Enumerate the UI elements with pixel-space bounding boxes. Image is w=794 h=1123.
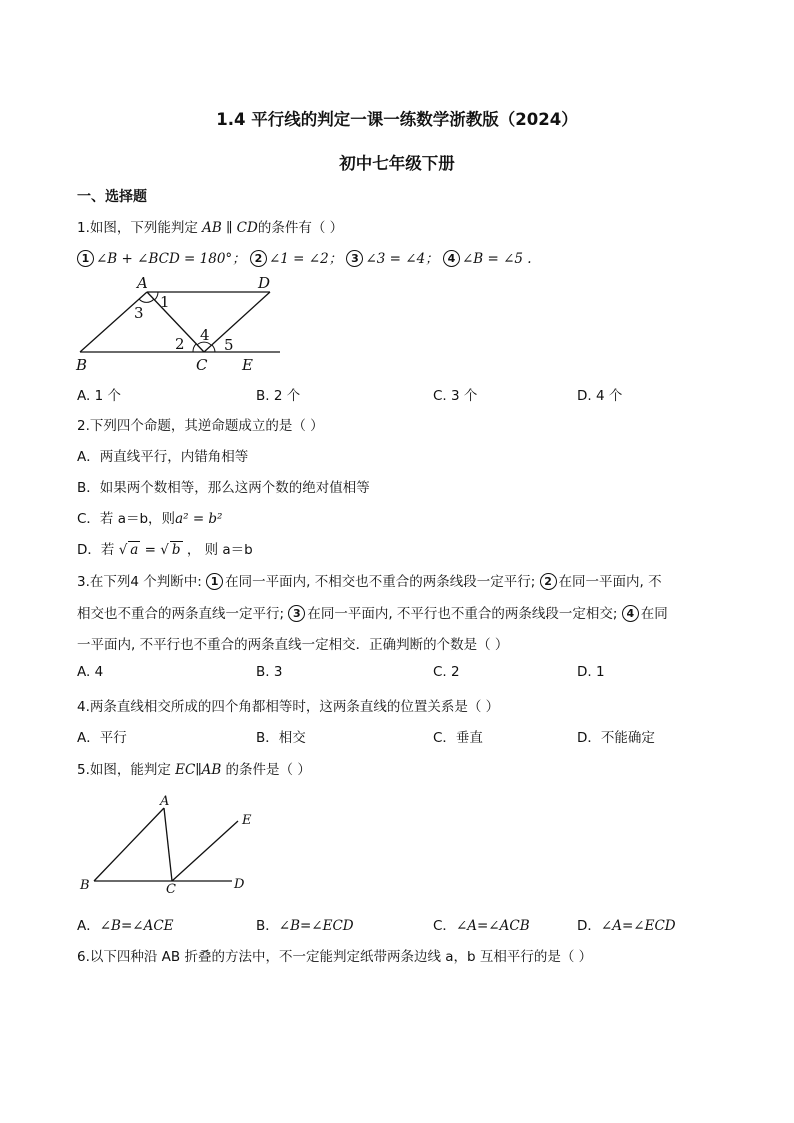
q5-stem-prefix: 5.如图，能判定 (77, 762, 176, 778)
circled-number: 3 (288, 605, 305, 622)
point-label-a: A (160, 794, 170, 809)
q1-condition-1: ∠B + ∠BCD = 180°； (96, 251, 246, 267)
q5-option-a (77, 914, 174, 934)
q2-option-d-radicand-a: a (130, 542, 139, 558)
q1-option-b: B. 2 个 (256, 388, 301, 404)
q5-option-c-math: ∠A=∠ACB (455, 918, 530, 934)
point-label-e: E (242, 356, 253, 374)
point-label-d: D (258, 274, 271, 292)
q2-option-a: A．两直线平行，内错角相等 (77, 449, 249, 465)
angle-label-3: 3 (134, 304, 144, 322)
q1-option-a: A. 1 个 (77, 388, 121, 404)
q2-option-c-math: a² = b² (175, 511, 223, 527)
q5-option-a-math: ∠B=∠ACE (99, 918, 174, 934)
angle-label-1: 1 (160, 293, 170, 311)
q2-option-c-prefix: C．若 a＝b，则 (77, 511, 176, 527)
q3-option-d: D. 1 (577, 664, 605, 680)
q3-statement-2-end: 相交也不重合的两条直线一定平行; (77, 606, 289, 622)
sqrt-symbol: √ (118, 542, 128, 558)
circled-number: 1 (77, 250, 94, 267)
point-label-c: C (166, 882, 176, 897)
document-subtitle: 初中七年级下册 (339, 154, 455, 173)
q5-figure (72, 788, 272, 898)
q2-option-d-prefix: D．若 (77, 542, 119, 558)
line-ba (94, 808, 164, 881)
q3-stem-prefix: 3.在下列4 个判断中: (77, 574, 207, 590)
angle-label-2: 2 (175, 335, 185, 353)
point-label-a: A (137, 274, 148, 292)
circled-number: 4 (443, 250, 460, 267)
sqrt-symbol: √ (160, 542, 169, 558)
q3-option-c: C. 2 (433, 664, 460, 680)
line-ce (172, 821, 238, 881)
q5-stem-math: EC∥AB (175, 762, 222, 778)
q3-line-1 (77, 570, 662, 590)
q1-figure (70, 270, 300, 380)
q5-option-b-label: B． (256, 918, 279, 934)
q3-option-b: B. 3 (256, 664, 283, 680)
document-title: 1.4 平行线的判定一课一练数学浙教版（2024） (216, 110, 578, 129)
circled-number: 1 (206, 573, 223, 590)
q3-statement-3: 在同一平面内, 不平行也不重合的两条线段一定相交; (307, 606, 622, 622)
circled-number: 3 (346, 250, 363, 267)
q4-option-b: B．相交 (256, 730, 306, 746)
q5-option-b-math: ∠B=∠ECD (278, 918, 354, 934)
point-label-b: B (80, 878, 90, 893)
point-label-b: B (76, 356, 88, 374)
q1-condition-2: ∠1 = ∠2； (268, 251, 343, 267)
q3-statement-2-start: 在同一平面内, 不 (558, 574, 662, 590)
circled-number: 4 (622, 605, 639, 622)
angle-label-5: 5 (224, 336, 234, 354)
angle-3-arc (139, 299, 154, 302)
q3-statement-4-start: 在同 (640, 606, 668, 622)
point-label-d: D (234, 877, 245, 892)
angle-5-arc (212, 345, 215, 352)
q5-option-d (577, 914, 676, 934)
q4-stem: 4.两条直线相交所成的四个角都相等时，这两条直线的位置关系是（ ） (77, 699, 500, 715)
q5-option-a-label: A． (77, 918, 100, 934)
q4-option-c: C．垂直 (433, 730, 483, 746)
q1-condition-4: ∠B = ∠5 . (461, 251, 532, 267)
q3-option-a: A. 4 (77, 664, 104, 680)
q2-option-d-radicand-b: b (171, 542, 181, 558)
circled-number: 2 (540, 573, 557, 590)
q5-option-d-math: ∠A=∠ECD (600, 918, 676, 934)
q3-statement-1: 在同一平面内, 不相交也不重合的两条线段一定平行; (225, 574, 540, 590)
point-label-e: E (242, 813, 252, 828)
q2-option-c (77, 507, 222, 527)
q2-option-b: B．如果两个数相等，那么这两个数的绝对值相等 (77, 480, 370, 496)
line-ac (164, 808, 172, 881)
circled-number: 2 (250, 250, 267, 267)
q1-condition-3: ∠3 = ∠4； (365, 251, 439, 267)
q1-stem-prefix: 1.如图，下列能判定 (77, 220, 203, 236)
line-cd (204, 292, 270, 352)
q3-line-3: 一平面内, 不平行也不重合的两条直线一定相交．正确判断的个数是（ ） (77, 637, 509, 653)
q5-option-d-label: D． (577, 918, 601, 934)
point-label-c: C (196, 356, 208, 374)
q5-option-c (433, 914, 530, 934)
q2-stem: 2.下列四个命题，其逆命题成立的是（ ） (77, 418, 324, 434)
q4-option-d: D．不能确定 (577, 730, 655, 746)
q2-option-d-equals: = (140, 542, 161, 558)
q5-option-b (256, 914, 354, 934)
q1-stem (77, 216, 343, 236)
section-heading: 一、选择题 (77, 189, 147, 205)
q5-stem-suffix: 的条件是（ ） (221, 762, 311, 778)
q3-line-2 (77, 602, 668, 622)
angle-label-4: 4 (200, 326, 210, 344)
q2-option-d-suffix: ， 则 a＝b (182, 542, 253, 558)
q1-option-d: D. 4 个 (577, 388, 623, 404)
q1-conditions (77, 247, 532, 267)
q1-stem-suffix: 的条件有（ ） (257, 220, 344, 236)
q1-stem-math: AB ∥ CD (202, 220, 258, 236)
q2-option-d (77, 538, 253, 558)
angle-1-arc (155, 292, 159, 300)
q1-option-c: C. 3 个 (433, 388, 478, 404)
q5-option-c-label: C． (433, 918, 456, 934)
angle-2-arc (193, 344, 196, 352)
q6-stem: 6.以下四种沿 AB 折叠的方法中，不一定能判定纸带两条边线 a，b 互相平行的是（ ） (77, 949, 593, 965)
q5-stem (77, 758, 311, 778)
line-ab (80, 292, 147, 352)
q4-option-a: A．平行 (77, 730, 127, 746)
